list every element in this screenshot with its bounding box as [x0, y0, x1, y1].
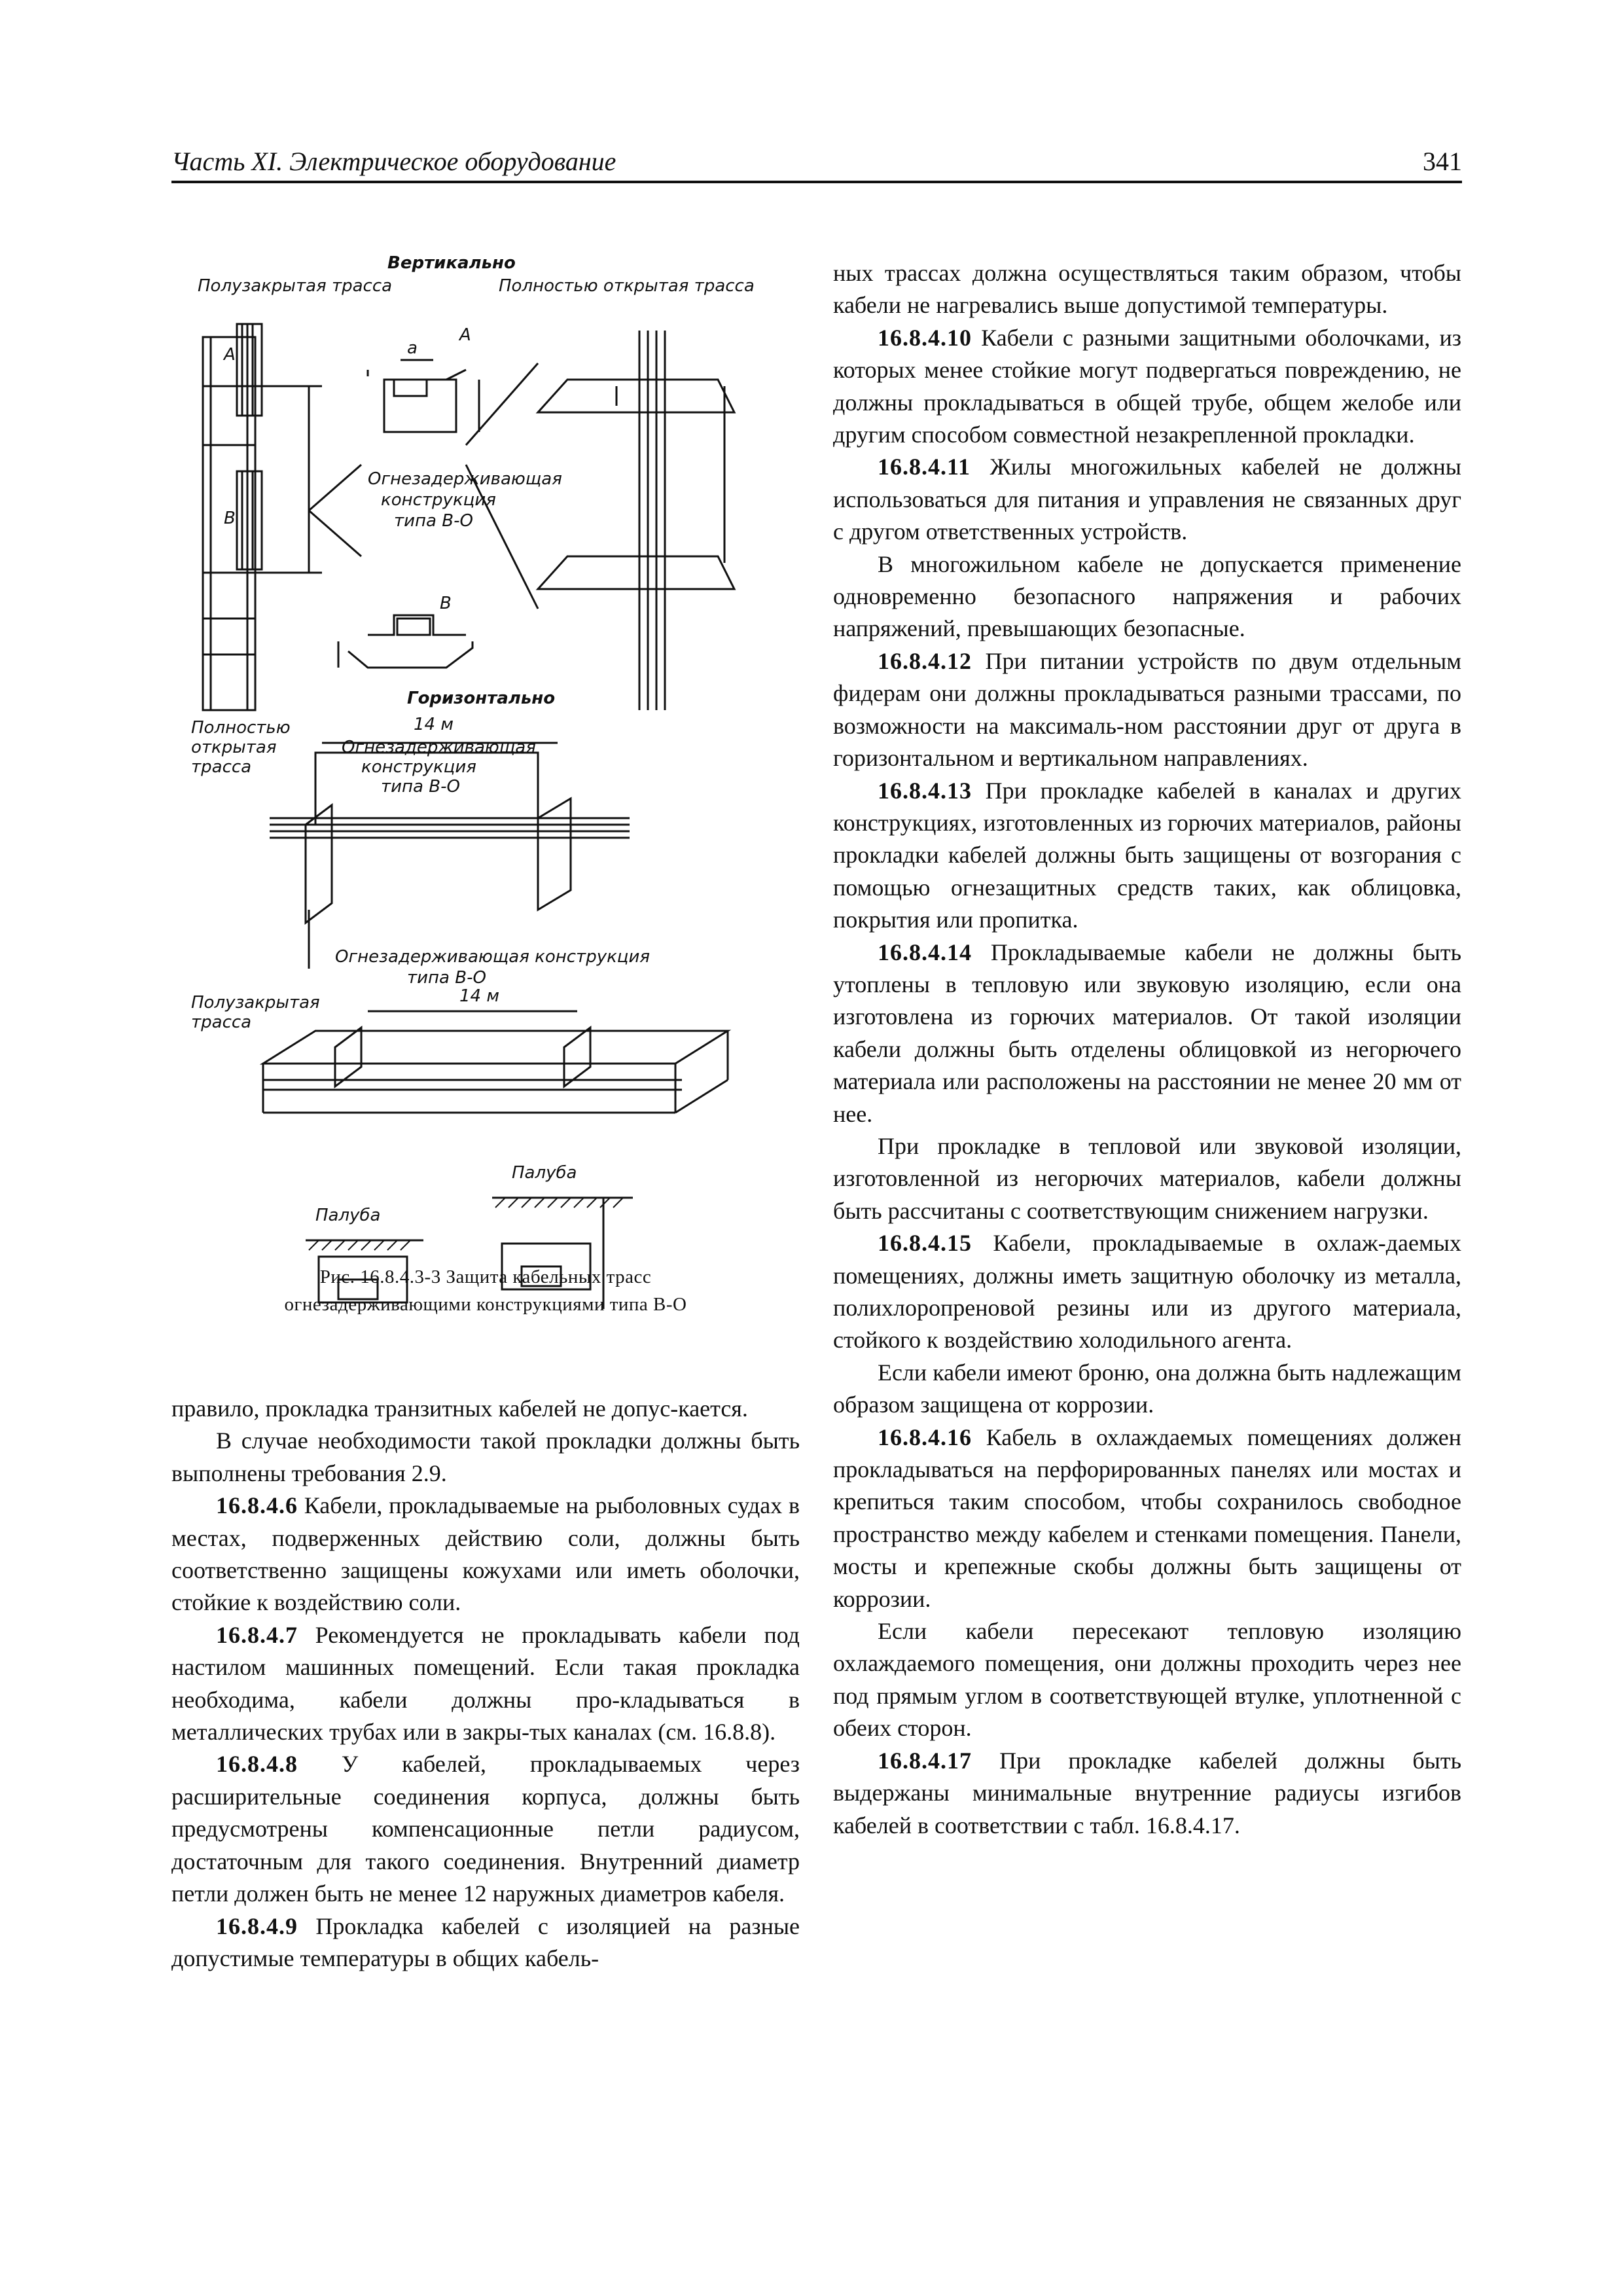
label-fully-open-route: Полностью открытая трасса	[499, 276, 755, 296]
paragraph	[171, 1393, 800, 1425]
label-horizontal: Горизонтально	[407, 689, 556, 708]
clause-number: 16.8.4.15	[878, 1230, 972, 1257]
label-section-a: А	[459, 325, 471, 345]
paragraph	[833, 1615, 1461, 1745]
page-number: 341	[1423, 147, 1462, 176]
paragraph	[171, 1490, 800, 1619]
paragraph	[833, 1745, 1461, 1842]
label-section-b-left: В	[224, 509, 236, 528]
label-fire-construction-h1: Огнезадерживающая	[342, 738, 536, 757]
page-header	[171, 143, 1462, 183]
clause-number: 16.8.4.9	[216, 1912, 298, 1939]
clause-number: 16.8.4.14	[878, 939, 972, 965]
paragraph-text: Кабели, прокладываемые на рыболовных судах в местах, подверженных действию соли, должны быть соответственно защищены кожухами или иметь оболочки, стойкие к воздействию соли.	[171, 1492, 800, 1616]
label-fully-open-3: трасса	[191, 757, 252, 777]
paragraph-text: правило, прокладка транзитных кабелей не допус-кается.	[171, 1395, 748, 1422]
label-fully-open-1: Полностью	[191, 718, 291, 738]
paragraph-text: Если кабели пересекают тепловую изоляцию охлаждаемого помещения, они должны проходить через нее под прямым углом в соответствующей втулке, уплотненной с обеих сторон.	[833, 1618, 1461, 1742]
paragraph-text: Кабели с разными защитными оболочками, из которых менее стойкие могут подвергаться повреждению, не должны прокладываться в общей трубе, общем желобе или другим способом совместной незакрепленной прокладки.	[833, 324, 1461, 448]
label-type-bo: типа В-О	[407, 968, 486, 988]
label-fire-construction-h3: типа В-О	[381, 777, 460, 797]
label-fire-construction-1: Огнезадерживающая	[368, 469, 562, 489]
label-fire-construction-2: конструкция	[381, 490, 496, 510]
label-deck-right: Палуба	[512, 1163, 577, 1183]
label-fire-construction-horizontal: Огнезадерживающая конструкция	[335, 947, 651, 967]
left-column	[171, 1393, 800, 1975]
label-fully-open-2: открытая	[191, 738, 277, 757]
figure-caption	[171, 1263, 800, 1318]
clause-number: 16.8.4.16	[878, 1424, 972, 1450]
label-section-b: В	[440, 594, 452, 613]
paragraph-text: При прокладке кабелей должны быть выдержаны минимальные внутренние радиусы изгибов кабелей в соответствии с табл. 16.8.4.17.	[833, 1747, 1461, 1839]
paragraph	[833, 1130, 1461, 1227]
paragraph-text: При прокладке кабелей в каналах и других конструкциях, изготовленных из горючих материалов, районы прокладки кабелей должны быть защищены от возгорания с помощью огнезащитных средств таких, как облицовка, покрытия или пропитка.	[833, 777, 1461, 933]
label-dim-14m-top: 14 м	[414, 715, 454, 734]
clause-number: 16.8.4.10	[878, 324, 972, 351]
paragraph	[171, 1619, 800, 1749]
paragraph-text: Прокладка кабелей с изоляцией на разные допустимые температуры в общих кабель-	[171, 1912, 800, 1971]
paragraph	[171, 1748, 800, 1910]
clause-number: 16.8.4.17	[878, 1747, 972, 1774]
paragraph-text: Кабели, прокладываемые в охлаж-даемых помещениях, должны иметь защитную оболочку из металла, полихлоропреновой резины или из другого материала, стойкого к воздействию холодильного агента.	[833, 1230, 1461, 1354]
label-deck-left: Палуба	[315, 1206, 381, 1225]
clause-number: 16.8.4.7	[216, 1621, 298, 1648]
paragraph	[171, 1425, 800, 1490]
paragraph	[833, 1227, 1461, 1357]
clause-number: 16.8.4.12	[878, 647, 972, 674]
label-dim-14m: 14 м	[459, 986, 499, 1006]
label-semi-closed-route: Полузакрытая трасса	[198, 276, 393, 296]
paragraph-text: Рекомендуется не прокладывать кабели под настилом машинных помещений. Если такая прокладка необходима, кабели должны про-кладываться в металлических трубах или в закры-тых каналах (см. 16.8.8).	[171, 1621, 800, 1746]
label-semi-closed-2: трасса	[191, 1013, 252, 1032]
caption-line-2: огнезадерживающими конструкциями типа В-О	[284, 1294, 687, 1315]
label-dim-a: а	[407, 338, 418, 358]
label-fire-construction-3: типа В-О	[394, 511, 473, 531]
label-vertical: Вертикально	[387, 253, 516, 273]
paragraph	[833, 1422, 1461, 1615]
paragraph-text: В случае необходимости такой прокладки должны быть выполнены требования 2.9.	[171, 1427, 800, 1486]
paragraph-text: При прокладке в тепловой или звуковой изоляции, изготовленной из негорючих материалов, кабели должны быть рассчитаны с соответствующим снижением нагрузки.	[833, 1132, 1461, 1224]
paragraph	[833, 257, 1461, 322]
paragraph	[833, 322, 1461, 452]
paragraph	[171, 1910, 800, 1975]
label-section-a-left: А	[224, 345, 236, 365]
running-title: Часть XI. Электрическое оборудование	[171, 147, 616, 176]
paragraph-text: Если кабели имеют броню, она должна быть надлежащим образом защищена от коррозии.	[833, 1359, 1461, 1418]
paragraph	[833, 1357, 1461, 1422]
paragraph	[833, 548, 1461, 645]
right-column	[833, 257, 1461, 1842]
paragraph-text: Прокладываемые кабели не должны быть утоплены в тепловую или звуковую изоляцию, если она изготовлена из горючих материалов. От такой изоляции кабели должны быть отделены облицовкой из негорючего материала или расположены на расстоянии не менее 20 мм от нее.	[833, 939, 1461, 1127]
paragraph-text: Жилы многожильных кабелей не должны использоваться для питания и управления не связанных друг с другом ответственных устройств.	[833, 454, 1461, 545]
paragraph-text: ных трассах должна осуществляться таким образом, чтобы кабели не нагревались выше допустимой температуры.	[833, 260, 1461, 319]
clause-number: 16.8.4.8	[216, 1751, 298, 1778]
paragraph-text: Кабель в охлаждаемых помещениях должен прокладываться на перфорированных панелях или мостах и крепиться таким способом, чтобы сохранилось свободное пространство между кабелем и стенками помещения. Панели, мосты и крепежные скобы должны быть защищены от коррозии.	[833, 1424, 1461, 1612]
paragraph	[833, 775, 1461, 937]
caption-line-1: Рис. 16.8.4.3-3 Защита кабельных трасс	[319, 1266, 652, 1287]
paragraph	[833, 451, 1461, 548]
label-semi-closed-1: Полузакрытая	[191, 993, 320, 1013]
label-fire-construction-h2: конструкция	[361, 757, 476, 777]
paragraph-text: В многожильном кабеле не допускается применение одновременно безопасного напряжения и рабочих напряжений, превышающих безопасные.	[833, 550, 1461, 642]
clause-number: 16.8.4.6	[216, 1492, 298, 1519]
paragraph	[833, 645, 1461, 775]
paragraph-text: При питании устройств по двум отдельным фидерам они должны прокладываться разными трассами, по возможности на максималь-ном расстоянии друг от друга в горизонтальном и вертикальном направлениях.	[833, 647, 1461, 772]
paragraph-text: У кабелей, прокладываемых через расширительные соединения корпуса, должны быть предусмотрены компенсационные петли радиусом, достаточным для такого соединения. Внутренний диаметр петли должен быть не менее 12 наружных диаметров кабеля.	[171, 1751, 800, 1907]
clause-number: 16.8.4.13	[878, 777, 972, 804]
paragraph	[833, 937, 1461, 1130]
clause-number: 16.8.4.11	[878, 454, 971, 480]
